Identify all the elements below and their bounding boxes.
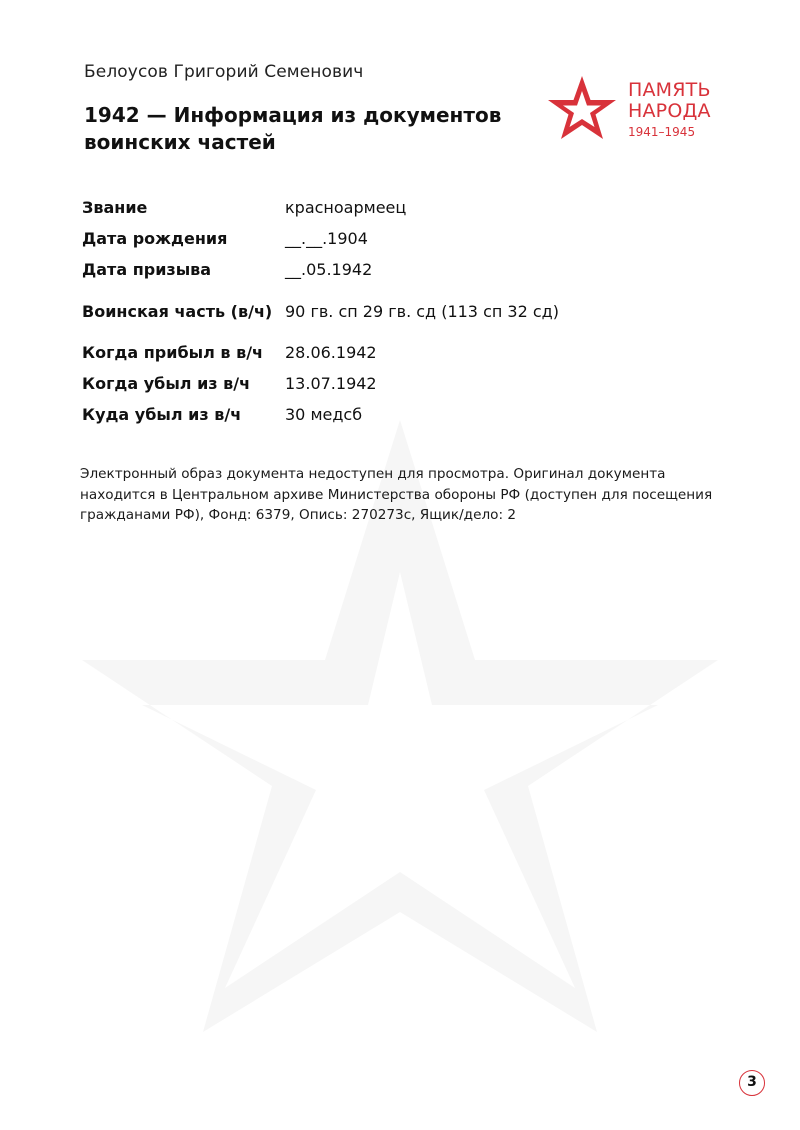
details-value: __.05.1942 bbox=[285, 260, 373, 279]
details-row-arrival-date bbox=[82, 337, 722, 368]
page-number: 3 bbox=[739, 1070, 765, 1096]
details-row-military-unit bbox=[82, 285, 722, 337]
details-value: __.__.1904 bbox=[285, 229, 368, 248]
page-title bbox=[84, 102, 534, 156]
logo-text bbox=[628, 80, 711, 141]
details-row-conscription-date bbox=[82, 254, 722, 285]
details-label: Когда прибыл в в/ч bbox=[82, 343, 264, 362]
archive-note: Электронный образ документа недоступен для просмотра. Оригинал документа находится в Центральном архиве Министерства обороны РФ (доступен для посещения гражданами РФ), Фонд: 6379, Опись: 270273с, Ящик/дело: 2 bbox=[80, 466, 713, 523]
details-value: красноармеец bbox=[285, 198, 407, 217]
title-line-2: воинских частей bbox=[84, 130, 276, 154]
pamyat-naroda-logo bbox=[546, 74, 726, 144]
details-label: Когда убыл из в/ч bbox=[82, 374, 251, 393]
details-row-birth-date bbox=[82, 223, 722, 254]
title-line-1: 1942 — Информация из документов bbox=[84, 103, 502, 127]
details-table bbox=[82, 192, 722, 430]
red-star-icon bbox=[546, 74, 618, 142]
logo-line-1: ПАМЯТЬ bbox=[628, 79, 711, 101]
details-row-departure-destination bbox=[82, 399, 722, 430]
details-label: Звание bbox=[82, 198, 148, 217]
details-label: Дата призыва bbox=[82, 260, 212, 279]
details-label: Дата рождения bbox=[82, 229, 228, 248]
details-label: Воинская часть (в/ч) bbox=[82, 301, 273, 321]
details-label: Куда убыл из в/ч bbox=[82, 405, 242, 424]
details-row-departure-date bbox=[82, 368, 722, 399]
details-value: 90 гв. сп 29 гв. сд (113 сп 32 сд) bbox=[285, 301, 559, 321]
logo-line-2: НАРОДА bbox=[628, 100, 711, 122]
person-name: Белоусов Григорий Семенович bbox=[84, 62, 364, 82]
details-value: 28.06.1942 bbox=[285, 343, 377, 362]
details-row-rank bbox=[82, 192, 722, 223]
details-value: 30 медсб bbox=[285, 405, 363, 424]
logo-years: 1941–1945 bbox=[628, 125, 696, 139]
details-value: 13.07.1942 bbox=[285, 374, 377, 393]
